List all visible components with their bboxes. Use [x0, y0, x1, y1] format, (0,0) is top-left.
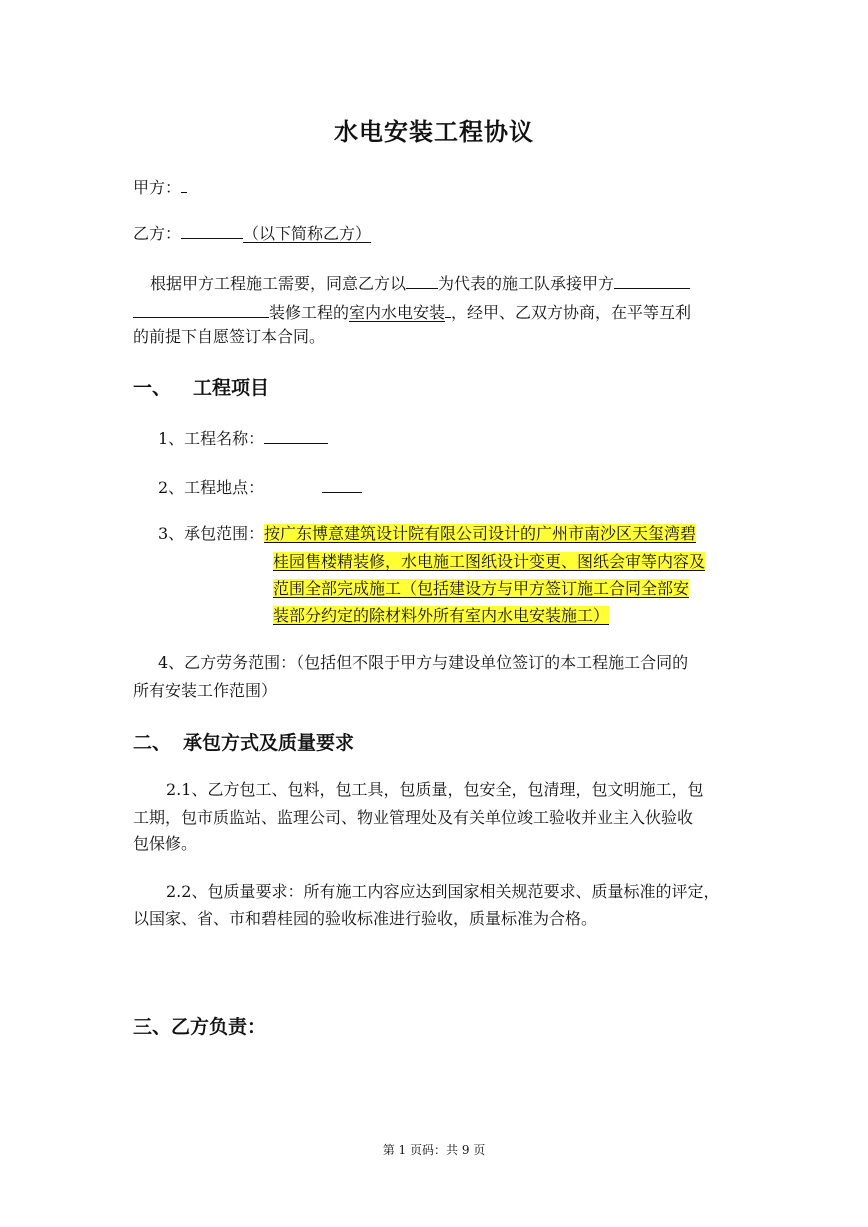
scope-text-1: 按广东博意建筑设计院有限公司设计的广州市南沙区天玺湾碧 [264, 524, 697, 543]
party-a-blank [181, 176, 187, 193]
party-b-note: （以下简称乙方） [243, 224, 372, 243]
contract-scope-label: 3、承包范围： [158, 524, 265, 543]
document-title: 水电安装工程协议 [334, 117, 534, 146]
clause-2-1-line-3: 包保修。 [133, 834, 198, 853]
section-1-heading [133, 373, 269, 400]
party-b-line [133, 222, 371, 244]
project-location-line [158, 476, 362, 498]
section-2-title: 承包方式及质量要求 [183, 732, 355, 754]
section-2-number: 二、 [133, 732, 172, 754]
intro-line-2 [133, 301, 691, 323]
clause-2-1-line-1: 2.1、乙方包工、包料，包工具，包质量，包安全，包清理，包文明施工，包 [166, 780, 704, 799]
scope-text-4: 装部分约定的除材料外所有室内水电安装施工） [273, 606, 610, 625]
page-footer: 第 1 页码：共 9 页 [382, 1143, 486, 1157]
project-name-blank [264, 427, 328, 444]
section-3-heading: 三、乙方负责： [133, 1016, 267, 1038]
clause-2-2-line-2: 以国家、省、市和碧桂园的验收标准进行验收，质量标准为合格。 [133, 909, 598, 928]
section-1-number: 一、 [133, 377, 172, 399]
labor-scope-line-2: 所有安装工作范围） [133, 681, 278, 700]
intro-text-4: ，经甲、乙双方协商，在平等互利 [451, 303, 692, 322]
representative-blank [406, 272, 438, 289]
party-b-blank [181, 222, 243, 239]
scope-text-2: 桂园售楼精装修，水电施工图纸设计变更、图纸会审等内容及 [273, 552, 706, 571]
scope-text-3: 范围全部完成施工（包括建设方与甲方签订施工合同全部安 [273, 579, 690, 598]
intro-scope: 室内水电安装 [349, 303, 446, 322]
project-name-label: 1、工程名称： [158, 429, 265, 448]
contract-scope-line-4 [273, 606, 609, 626]
labor-scope-line-1: 4、乙方劳务范围：（包括但不限于甲方与建设单位签订的本工程施工合同的 [158, 653, 689, 672]
project-location-label: 2、工程地点： [158, 478, 265, 497]
project-location-blank [322, 476, 362, 493]
project-name-line [158, 427, 328, 449]
intro-text-1: 根据甲方工程施工需要，同意乙方以 [150, 274, 407, 293]
contract-scope-line-2 [273, 552, 705, 572]
intro-line-1 [150, 272, 690, 294]
clause-2-1-line-2: 工期，包市质监站、监理公司、物业管理处及有关单位竣工验收并业主入伙验收 [133, 808, 694, 827]
party-b-label: 乙方： [133, 224, 182, 243]
section-2-heading [133, 728, 354, 755]
party-a-project-blank-1 [614, 272, 690, 289]
intro-text-2: 为代表的施工队承接甲方 [438, 274, 615, 293]
contract-scope-line-3 [273, 579, 689, 599]
intro-line-3: 的前提下自愿签订本合同。 [133, 327, 326, 346]
intro-text-3: 装修工程的 [269, 303, 350, 322]
party-a-project-blank-2 [133, 301, 269, 318]
party-a-label: 甲方： [133, 178, 182, 197]
section-1-title: 工程项目 [193, 377, 270, 399]
party-a-line [133, 176, 187, 198]
contract-scope-line-1 [264, 524, 696, 544]
clause-2-2-line-1: 2.2、包质量要求：所有施工内容应达到国家相关规范要求、质量标准的评定， [166, 882, 720, 901]
